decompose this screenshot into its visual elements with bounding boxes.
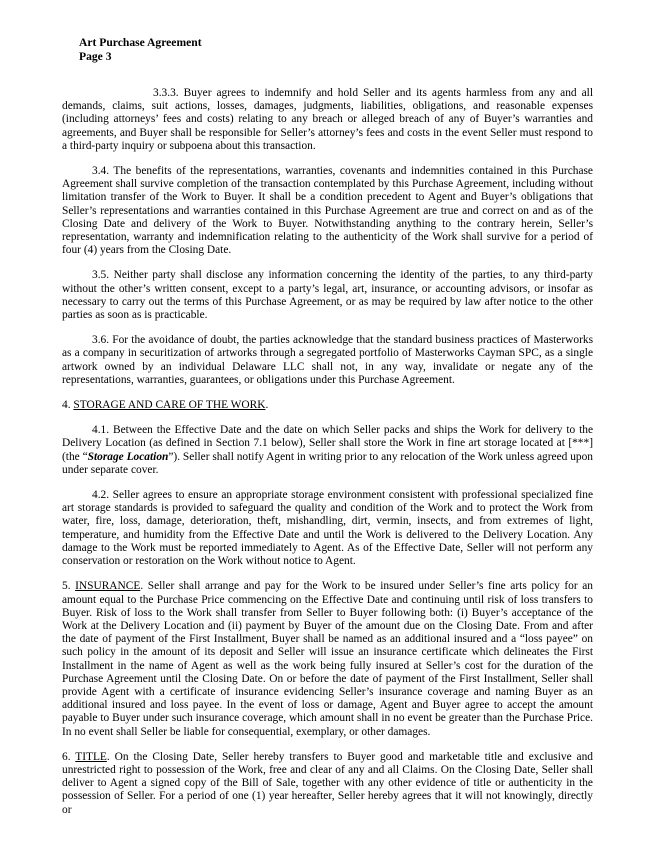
paragraph-3-6 bbox=[62, 334, 593, 387]
section-4-title: STORAGE AND CARE OF THE WORK bbox=[73, 399, 266, 412]
section-5-number: 5. bbox=[62, 580, 76, 593]
paragraph-3-3-3 bbox=[62, 87, 593, 153]
document-body bbox=[62, 87, 593, 829]
section-4-suffix: . bbox=[265, 399, 269, 412]
paragraph-4-1-before: 4.1. Between the Effective Date and the date on which Seller packs and ships the Work for delivery to the Delivery Location (as defined in Section 7.1 below), Seller shall store the Work in fine art storage located at [***] (the “ bbox=[62, 424, 593, 463]
paragraph-5-insurance bbox=[62, 580, 593, 738]
paragraph-3-3-3-text: 3.3.3. Buyer agrees to indemnify and hold Seller and its agents harmless from any and all demands, claims, suit actions, losses, damages, judgments, liabilities, obligations, and reasonable expenses (including attorneys’ fees and costs) relating to any breach or alleged breach of any of Buyer’s warranties and agreements, and Buyer shall be responsible for Seller’s attorney’s fees and costs in the event Seller must respond to a third-party inquiry or subpoena about this transaction. bbox=[62, 87, 593, 152]
paragraph-3-4 bbox=[62, 165, 593, 257]
section-6-body: . On the Closing Date, Seller hereby transfers to Buyer good and marketable title and exclusive and unrestricted right to possession of the Work, free and clear of any and all Claims. On the Closing Date, Seller shall deliver to Agent a signed copy of the Bill of Sale, together with any other evidence of title or authenticity in the possession of Seller. For a period of one (1) year hereafter, Seller hereby agrees that it will not knowingly, directly or bbox=[62, 750, 593, 816]
section-6-number: 6. bbox=[62, 750, 76, 763]
section-heading-4 bbox=[62, 399, 593, 412]
paragraph-3-5-text: 3.5. Neither party shall disclose any information concerning the identity of the parties, to any third-party without the other’s written consent, except to a party’s legal, art, insurance, or accounting advisors, or insofar as necessary to carry out the terms of this Purchase Agreement, or as may be required by law after notice to the other parties as soon as is practicable. bbox=[62, 269, 593, 322]
paragraph-3-5 bbox=[62, 269, 593, 322]
paragraph-4-2 bbox=[62, 489, 593, 568]
paragraph-3-4-text: 3.4. The benefits of the representations, warranties, covenants and indemnities contained in this Purchase Agreement shall survive completion of the transaction contemplated by this Purchase Agreement, including without limitation transfer of the Work to Buyer. It shall be a condition precedent to Agent and Buyer’s obligations that Seller’s representations and warranties contained in this Purchase Agreement are true and correct on and as of the Closing Date and delivery of the Work to Buyer. Notwithstanding anything to the contrary herein, Seller’s representation, warranty and indemnification relating to the authenticity of the Work shall survive for a period of four (4) years from the Closing Date. bbox=[62, 165, 593, 257]
section-5-title: INSURANCE bbox=[75, 580, 141, 593]
paragraph-6-title bbox=[62, 751, 593, 817]
document-header bbox=[79, 36, 202, 64]
section-6-title: TITLE bbox=[75, 750, 107, 763]
paragraph-4-1-after: ”). Seller shall notify Agent in writing prior to any relocation of the Work unless agreed upon under separate cover. bbox=[62, 450, 594, 476]
section-5-body: . Seller shall arrange and pay for the Work to be insured under Seller’s fine arts policy for an amount equal to the Purchase Price commencing on the Effective Date and continuing until risk of loss transfers to Buyer. Risk of loss to the Work shall transfer from Seller to Buyer following both: (i) Buyer’s acceptance of the Work at the Delivery Location and (ii) payment by Buyer of the amount due on the Closing Date. From and after the date of payment of the First Installment, Buyer shall be named as an additional insured and a “loss payee” on such policy in the amount of its deposit and Seller will issue an insurance certificate which delineates the First Installment in the name of Agent as well as the work being fully insured at Seller’s cost for the duration of the Purchase Agreement until the Closing Date. On or before the date of payment of the First Installment, Seller shall provide Agent with a certificate of insurance evidencing Seller’s insurance coverage and naming Buyer as an additional insured and loss payee. In the event of loss or damage, Agent and Buyer agree to accept the amount payable to Buyer under such insurance coverage, which amount shall in no event be greater than the Purchase Price. In no event shall Seller be liable for consequential, exemplary, or other damages. bbox=[62, 580, 593, 738]
document-title: Art Purchase Agreement bbox=[79, 36, 202, 49]
paragraph-3-6-text: 3.6. For the avoidance of doubt, the parties acknowledge that the standard business practices of Masterworks as a company in securitization of artworks through a segregated portfolio of Masterworks Cayman SPC, as a single artwork owned by an individual Delaware LLC shall not, in any way, invalidate or negate any of the representations, warranties, guarantees, or obligations under this Purchase Agreement. bbox=[62, 334, 593, 386]
paragraph-4-2-text: 4.2. Seller agrees to ensure an appropriate storage environment consistent with professional specialized fine art storage standards is provided to safeguard the quality and condition of the Work and to protect the Work from water, fire, loss, damage, deterioration, theft, mishandling, dirt, vermin, insects, and from extremes of light, temperature, and humidity from the Effective Date and until the Work is delivered to the Delivery Location. Any damage to the Work must be reported immediately to Agent. As of the Effective Date, Seller will not perform any conservation or restoration on the Work without notice to Agent. bbox=[62, 489, 593, 568]
page-number: Page 3 bbox=[79, 50, 112, 63]
storage-location-term: Storage Location bbox=[87, 450, 169, 463]
section-4-number: 4. bbox=[62, 399, 74, 412]
paragraph-4-1 bbox=[62, 424, 593, 477]
